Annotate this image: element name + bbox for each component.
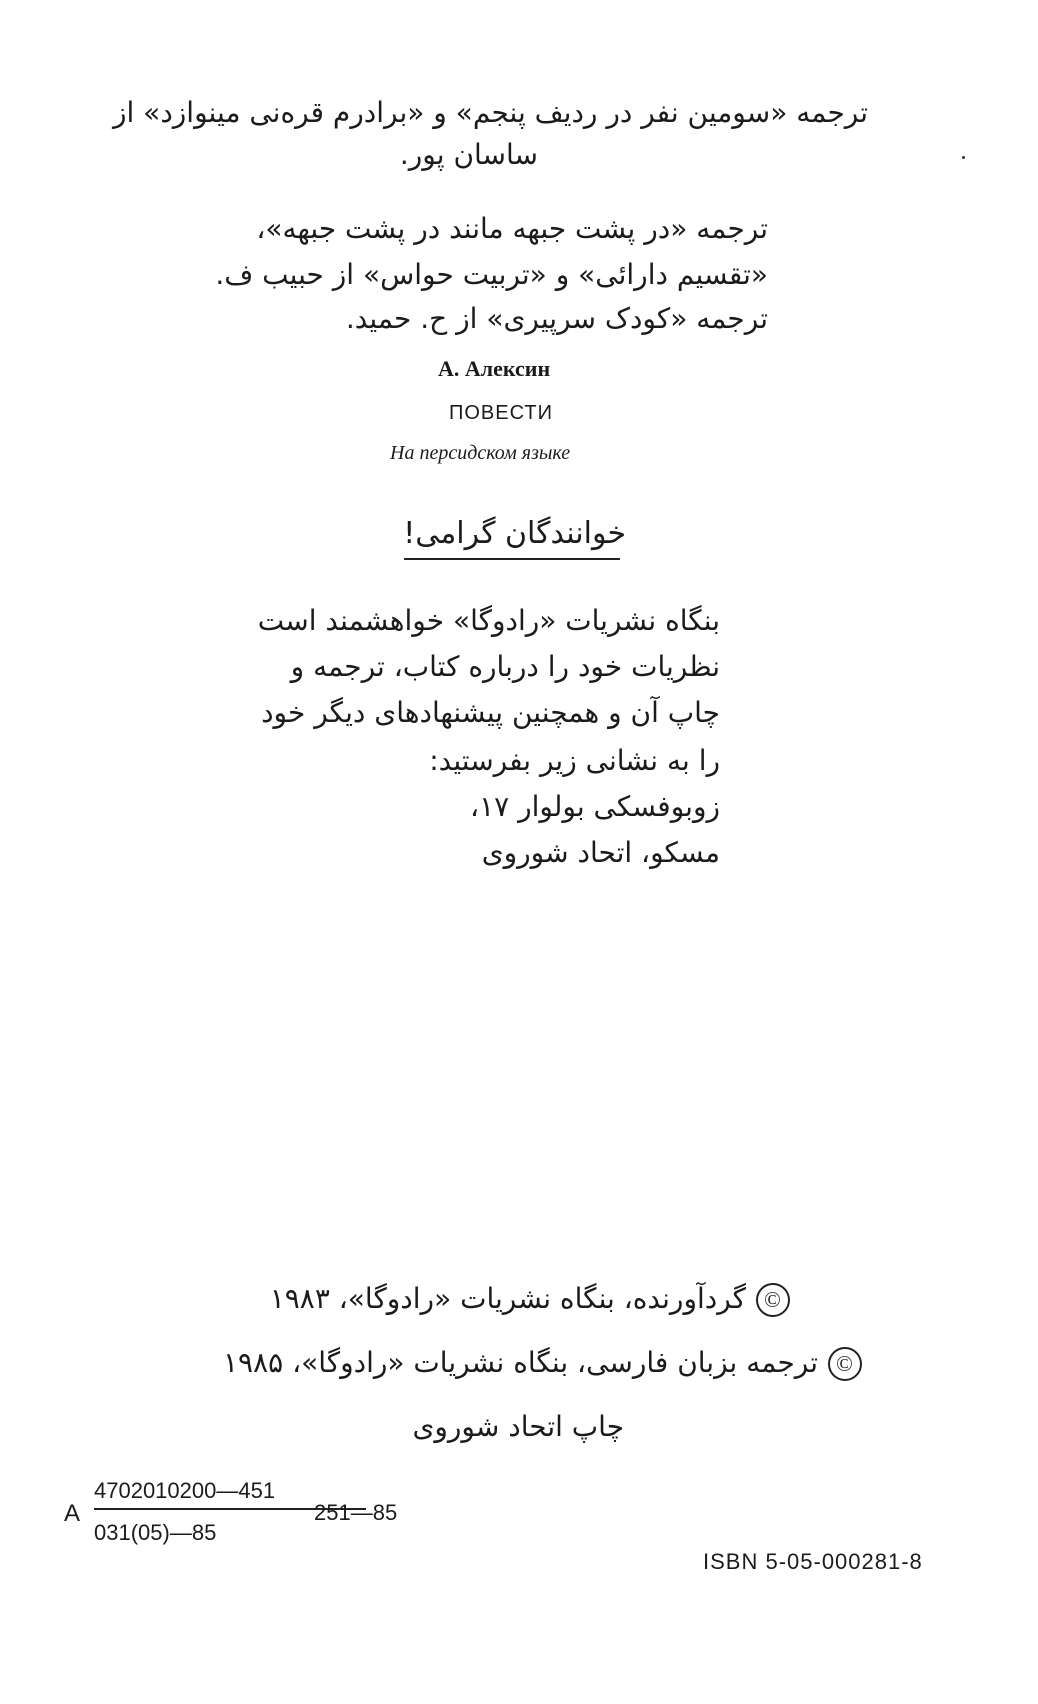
readers-line-1: بنگاه نشریات «رادوگا» خواهشمند است [257, 604, 720, 637]
genre-label: ПОВЕСТИ [449, 402, 553, 424]
catalog-denominator: 031(05)—85 [94, 1520, 217, 1545]
copyright-symbol-icon: © [756, 1283, 790, 1317]
credit-line-5: ترجمه «کودک سرپیری» از ح. حمید. [345, 302, 768, 335]
copyright-text-2: ترجمه بزبان فارسی، بنگاه نشریات «رادوگا»، ۱۹۸۵ [223, 1346, 818, 1379]
copyright-line-1 [270, 1282, 790, 1317]
catalog-suffix: 251—85 [314, 1500, 398, 1525]
address-line-1: زوبوفسکی بولوار ۱۷، [470, 790, 720, 823]
stray-dot [962, 156, 965, 159]
readers-line-3: چاپ آن و همچنین پیشنهادهای دیگر خود [261, 696, 720, 729]
catalog-prefix: A [64, 1500, 81, 1527]
copyright-text-1: گردآورنده، بنگاه نشریات «رادوگا»، ۱۹۸۳ [269, 1282, 746, 1315]
catalog-numerator: 4702010200—451 [94, 1478, 276, 1503]
printed-in-ussr: چاپ اتحاد شوروی [412, 1410, 624, 1443]
credit-line-3: ترجمه «در پشت جبهه مانند در پشت جبهه»، [256, 212, 768, 245]
credit-line-2: ساسان پور. [399, 138, 538, 171]
language-note: На персидском языке [390, 442, 571, 464]
copyright-line-2 [223, 1346, 862, 1381]
readers-line-2: نظریات خود را درباره کتاب، ترجمه و [290, 650, 720, 683]
isbn-number: ISBN 5-05-000281-8 [703, 1549, 923, 1574]
readers-line-4: را به نشانی زیر بفرستید: [429, 744, 720, 777]
readers-heading: خوانندگان گرامی! [403, 516, 626, 551]
catalog-code [64, 1478, 424, 1558]
copyright-symbol-icon: © [828, 1347, 862, 1381]
credit-line-4: «تقسیم دارائی» و «تربیت حواس» از حبیب ف. [215, 258, 768, 291]
address-line-2: مسکو، اتحاد شوروی [481, 836, 720, 869]
heading-underline [404, 558, 620, 560]
author-name: А. Алексин [438, 356, 551, 381]
credit-line-1: ترجمه «سومین نفر در ردیف پنجم» و «برادرم قره‌نی مینوازد» از [112, 96, 868, 129]
